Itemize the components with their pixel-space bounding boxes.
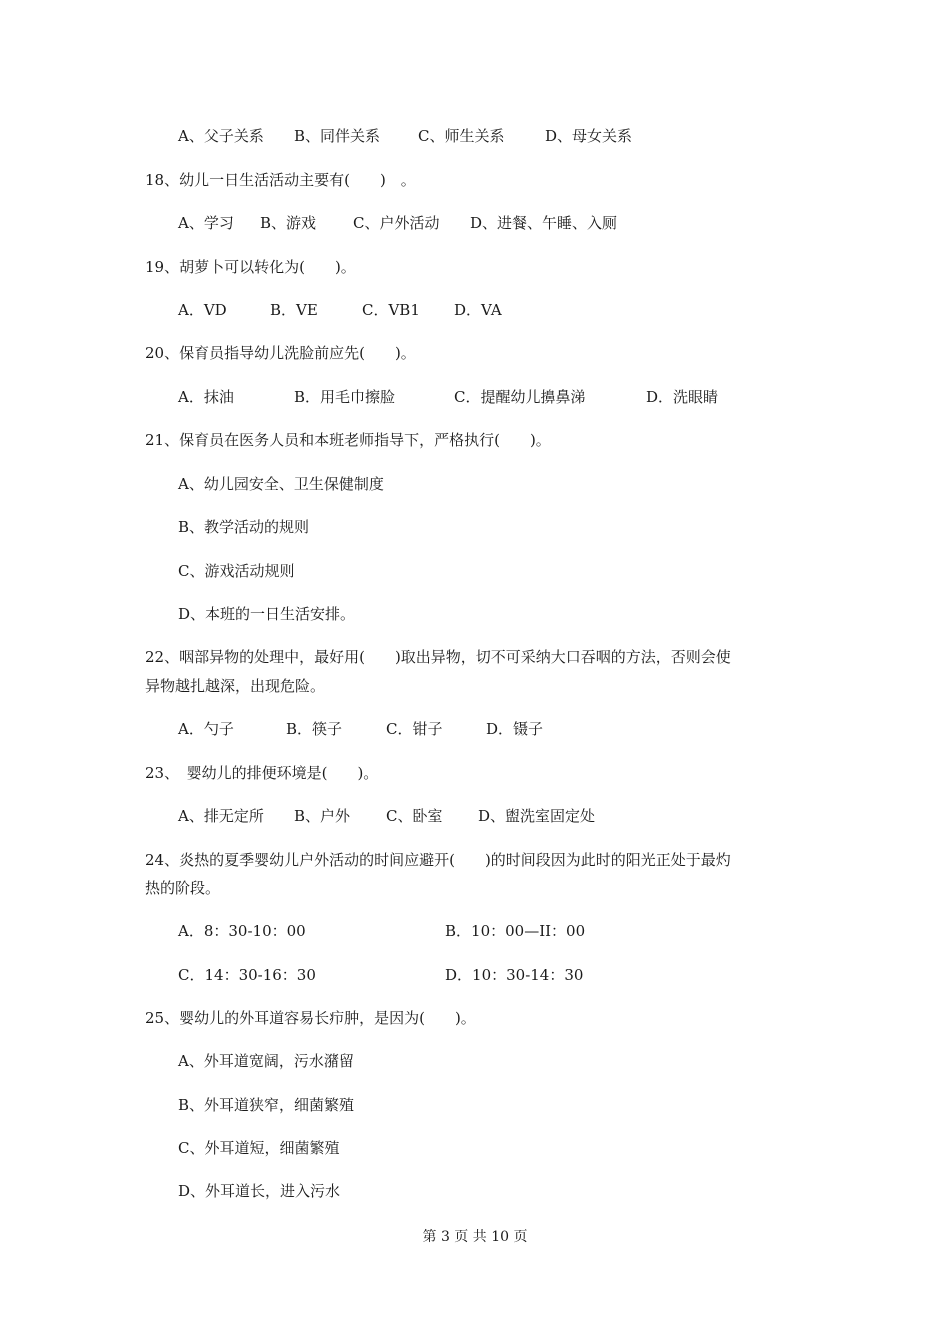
q21-option-d: D、本班的一日生活安排。 [178,605,356,623]
q19-option-b: B．VE [270,301,318,319]
q25-question: 25、婴幼儿的外耳道容易长疖肿，是因为( )。 [145,1009,476,1027]
q25-option-d: D、外耳道长，进入污水 [178,1182,341,1200]
q22-option-b: B．筷子 [286,720,343,738]
q20-option-d: D．洗眼睛 [646,388,719,406]
q20-option-b: B．用毛巾擦脸 [294,388,396,406]
q20-question: 20、保育员指导幼儿洗脸前应先( )。 [145,344,416,362]
q18-option-d: D、进餐、午睡、入厕 [470,214,618,232]
page-number-footer: 第 3 页 共 10 页 [422,1229,528,1245]
q19-option-d: D．VA [454,301,502,319]
q23-question: 23、 婴幼儿的排便环境是( )。 [145,764,379,782]
q23-option-a: A、排无定所 [178,807,264,825]
q19-option-a: A．VD [178,301,227,319]
q20-option-c: C．提醒幼儿擤鼻涕 [454,388,586,406]
q20-option-a: A．抹油 [178,388,234,406]
q19-question: 19、胡萝卜可以转化为( )。 [145,258,356,276]
q18-question: 18、幼儿一日生活活动主要有( ) 。 [145,171,416,189]
q21-option-c: C、游戏活动规则 [178,562,295,580]
q19-option-c: C．VB1 [362,301,420,319]
q23-option-b: B、户外 [294,807,351,825]
q17-option-b: B、同伴关系 [294,127,381,145]
q25-option-b: B、外耳道狭窄，细菌繁殖 [178,1096,355,1114]
q21-question: 21、保育员在医务人员和本班老师指导下，严格执行( )。 [145,431,551,449]
q17-option-c: C、师生关系 [418,127,505,145]
q22-option-d: D．镊子 [486,720,544,738]
q21-option-b: B、教学活动的规则 [178,518,310,536]
q23-option-d: D、盥洗室固定处 [478,807,596,825]
q17-option-d: D、母女关系 [545,127,633,145]
q24-question-line2: 热的阶段。 [145,879,221,897]
q17-option-a: A、父子关系 [178,127,264,145]
q24-option-c: C．14：30-16：30 [178,966,316,984]
q22-question-line2: 异物越扎越深，出现危险。 [145,677,326,695]
q24-option-d: D．10：30-14：30 [445,966,584,984]
q18-option-c: C、户外活动 [353,214,440,232]
q25-option-a: A、外耳道宽阔，污水潴留 [178,1052,354,1070]
q18-option-a: A、学习 [178,214,234,232]
q18-option-b: B、游戏 [260,214,317,232]
q22-option-a: A．勺子 [178,720,234,738]
q25-option-c: C、外耳道短，细菌繁殖 [178,1139,340,1157]
q21-option-a: A、幼儿园安全、卫生保健制度 [178,475,384,493]
q22-question-line1: 22、咽部异物的处理中，最好用( )取出异物，切不可采纳大口吞咽的方法，否则会使 [145,648,731,666]
q22-option-c: C．钳子 [386,720,443,738]
q24-question-line1: 24、炎热的夏季婴幼儿户外活动的时间应避开( )的时间段因为此时的阳光正处于最灼 [145,851,731,869]
q24-option-b: B．10：00—II：00 [445,922,586,940]
q23-option-c: C、卧室 [386,807,443,825]
q24-option-a: A．8：30-10：00 [178,922,306,940]
